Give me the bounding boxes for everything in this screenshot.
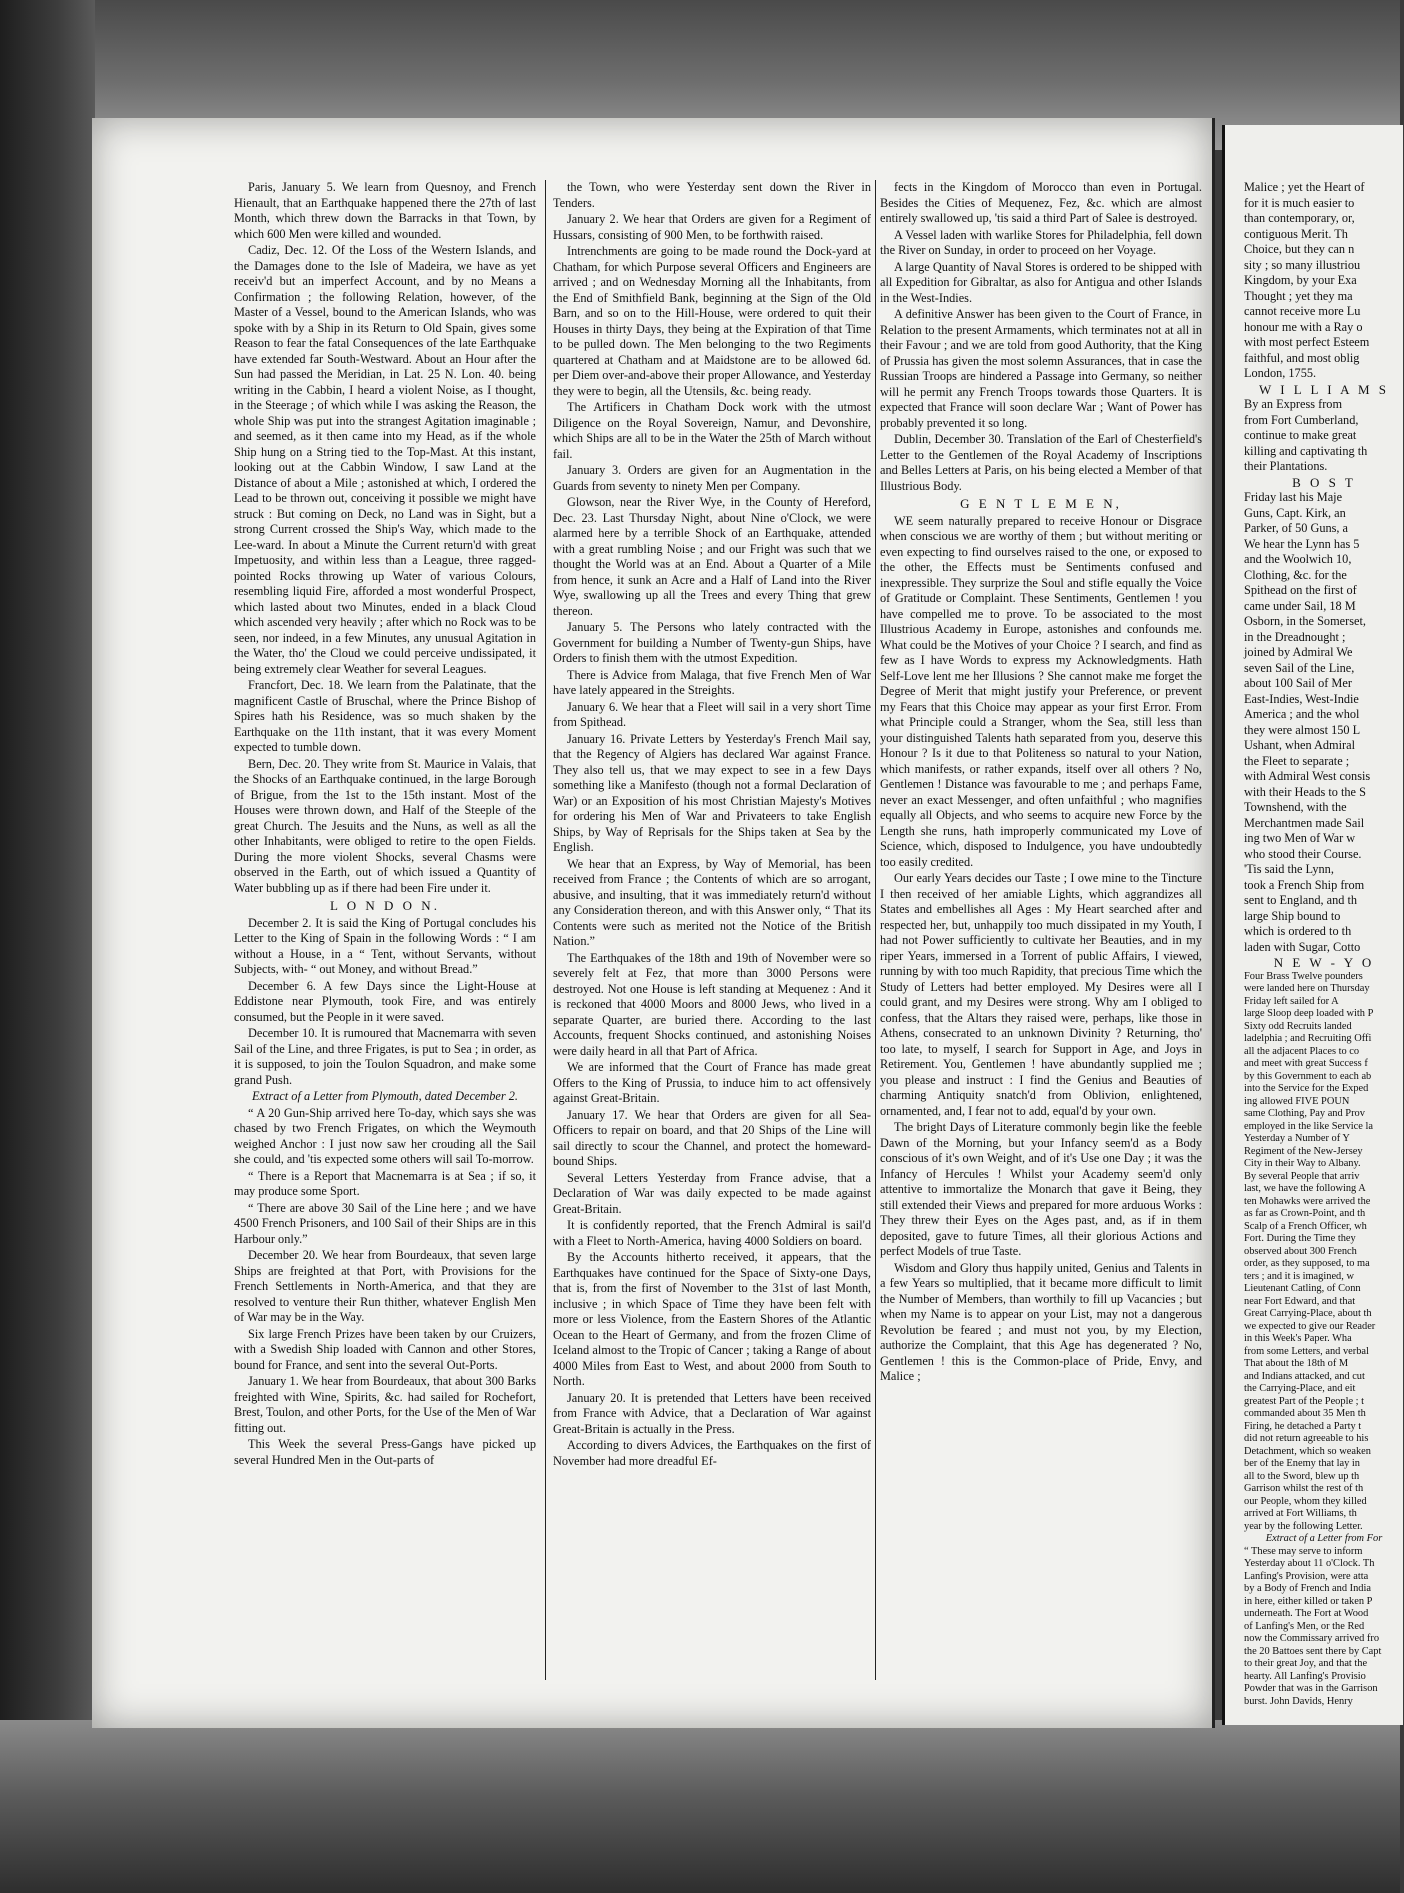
paragraph: “ These may serve to inform bbox=[1244, 1545, 1363, 1557]
paragraph: sity ; so many illustriou bbox=[1244, 257, 1361, 272]
paragraph: into the Service for the Exped bbox=[1244, 1083, 1369, 1094]
paragraph: We hear the Lynn has 5 bbox=[1244, 536, 1360, 551]
paragraph: January 20. It is pretended that Letters have been received from France with Advice, that a Declaration of War against Great-Britain is actually in the Press. bbox=[553, 1390, 871, 1436]
paragraph: our People, whom they killed bbox=[1244, 1495, 1367, 1507]
paragraph: about 100 Sail of Mer bbox=[1244, 676, 1352, 690]
paragraph: “ There is a Report that Macnemarra is at Sea ; if so, it may produce some Sport. bbox=[234, 1168, 536, 1198]
paragraph: in the Dreadnought ; bbox=[1244, 629, 1346, 644]
paragraph: Merchantmen made Sail bbox=[1244, 815, 1365, 830]
paragraph: Our early Years decides our Taste ; I owe mine to the Tincture I then received of her amiable Lights, which aggrandizes all States and embellishes all Ages : My Heart searched after and respected her, but, unhappily too much dissipated in my Youth, I had not Power sufficiently to cultivate her Beauties, and in my riper Years, immersed in a Torrent of public Affairs, I viewed, running by with too much Rapidity, that precious Time which the Study of Letters had better employed. My Desires were all I could grant, and my Desires were strong. Why am I obliged to confess, that the Altars they raised were, perhaps, like those in Athens, consecrated to an unknown Divinity ? Returning, tho' too late, to myself, I search for Support in Age, and Joys in Retirement. You, Gentlemen ! have abundantly supplied me ; you please and instruct : I find the Genius and Beauties of charming Antiquity snatch'd from Oblivion, enlightened, ornamented, and, I fear not to add, equal'd by your own. bbox=[880, 871, 1202, 1118]
paragraph: honour me with a Ray o bbox=[1244, 319, 1363, 334]
paragraph: Wisdom and Glory thus happily united, Genius and Talents in a few Years so multiplied, that it became more difficult to limit the Number of Members, than worthily to fill up Vacancies ; but when my Name is to appear on your List, may not a dangerous Revolution be feared ; and must not you, by my Election, authorize the Complaint, that this Age has degenerated ? No, Gentlemen ! this is the Common-place of Pride, Envy, and Malice ; bbox=[880, 1260, 1202, 1383]
paragraph: “ A 20 Gun-Ship arrived here To-day, which says she was chased by two French Frigates, on which the Weymouth weighed Anchor : I just now saw her crouding all the Sail she could, and 'tis expected some others will sail To-morrow. bbox=[234, 1105, 536, 1166]
paragraph: January 6. We hear that a Fleet will sail in a very short Time from Spithead. bbox=[553, 699, 871, 729]
paragraph: joined by Admiral We bbox=[1244, 645, 1353, 659]
paragraph: Yesterday about 11 o'Clock. Th bbox=[1244, 1558, 1375, 1569]
paragraph: same Clothing, Pay and Prov bbox=[1244, 1108, 1365, 1119]
paragraph: December 10. It is rumoured that Macnemarra with seven Sail of the Line, and three Frigates, is put to Sea ; in order, as it is supposed, to join the Toulon Squadron, and make some grand Push. bbox=[234, 1026, 536, 1087]
paragraph: A large Quantity of Naval Stores is ordered to be shipped with all Expedition for Gibraltar, as also for Antigua and other Islands in the West-Indies. bbox=[880, 259, 1202, 305]
paragraph: Lanfing's Provision, were atta bbox=[1244, 1570, 1369, 1582]
paragraph: took a French Ship from bbox=[1244, 877, 1365, 892]
paragraph: Glowson, near the River Wye, in the County of Hereford, Dec. 23. Last Thursday Night, about Nine o'Clock, we were alarmed here by a terrible Shock of an Earthquake, attended with a great rumbling Noise ; and our Fright was such that we thought the World was at an End. About a Quarter of a Mile from hence, it sunk an Acre and a Half of Land into the River Wye, swallowing up all the Trees and every Thing that grew thereon. bbox=[553, 495, 871, 618]
paragraph: December 6. A few Days since the Light-House at Eddistone near Plymouth, took Fire, and was entirely consumed, but the People in it were saved. bbox=[234, 978, 536, 1024]
paragraph: According to divers Advices, the Earthquakes on the first of November had more dreadful Ef- bbox=[553, 1438, 871, 1468]
paragraph: Thought ; yet they ma bbox=[1244, 288, 1353, 303]
paragraph: A Vessel laden with warlike Stores for Philadelphia, fell down the River on Sunday, in order to proceed on her Voyage. bbox=[880, 227, 1202, 257]
paragraph: Choice, but they can n bbox=[1244, 242, 1355, 256]
paragraph: N E W - Y O bbox=[1273, 955, 1375, 970]
paragraph: It is confidently reported, that the French Admiral is sail'd with a Fleet to North-America, having 4000 Soldiers on board. bbox=[553, 1218, 871, 1248]
paragraph: G E N T L E M E N, bbox=[960, 496, 1122, 511]
paragraph: January 3. Orders are given for an Augmentation in the Guards from seventy to ninety Men per Company. bbox=[553, 463, 871, 493]
paragraph: observed about 300 French bbox=[1244, 1245, 1357, 1257]
paragraph: Powder that was in the Garrison bbox=[1244, 1683, 1378, 1694]
paragraph: December 2. It is said the King of Portugal concludes his Letter to the King of Spain in the following Words : “ I am without a House, in a “ Tent, without Servants, without Subjects, with- “ out Money, and without Bread.” bbox=[234, 915, 536, 976]
paragraph: their Plantations. bbox=[1244, 459, 1328, 473]
paragraph: as far as Crown-Point, and th bbox=[1244, 1208, 1366, 1219]
paragraph: The bright Days of Literature commonly begin like the feeble Dawn of the Morning, but your Infancy seem'd as a Body conscious of it's own Weight, and of it's Use one Day ; it was the Infancy of Hercules ! Whilst your Academy seem'd only attentive to immortalize the Monarch that gave it Being, they still extended their Views and prepared for more arduous Works : They threw their Eyes on the Ages past, and, as if in them deposited, gave to future Times, all their glorious Actions and perfect Models of true Taste. bbox=[880, 1120, 1202, 1258]
paragraph: cannot receive more Lu bbox=[1244, 304, 1361, 318]
paragraph: for it is much easier to bbox=[1244, 195, 1355, 210]
paragraph: Lieutenant Catling, of Conn bbox=[1244, 1283, 1361, 1294]
paragraph: and the Woolwich 10, bbox=[1244, 552, 1352, 566]
paragraph: the Town, who were Yesterday sent down the River in Tenders. bbox=[553, 180, 871, 210]
paragraph: Guns, Capt. Kirk, an bbox=[1244, 505, 1346, 520]
paragraph: by a Body of French and India bbox=[1244, 1583, 1371, 1594]
paragraph: Clothing, &c. for the bbox=[1244, 567, 1347, 582]
paragraph: Kingdom, by your Exa bbox=[1244, 273, 1357, 287]
column-4-facing-page bbox=[1244, 180, 1404, 1707]
paragraph: ing allowed FIVE POUN bbox=[1244, 1095, 1350, 1107]
paragraph: East-Indies, West-Indie bbox=[1244, 691, 1359, 706]
paragraph: L O N D O N. bbox=[330, 898, 440, 913]
paragraph: came under Sail, 18 M bbox=[1244, 598, 1356, 613]
paragraph: Ushant, when Admiral bbox=[1244, 738, 1355, 752]
paragraph: A definitive Answer has been given to the Court of France, in Relation to the present Armaments, which terminates not at all in their Favour ; and we are told from good Authority, that the King of Prussia has given the most solemn Assurances, that in case the Russian Troops are hindered a Passage into Germany, so neither will he permit any French Troops towards those Quarters. It is expected that France will soon declare War ; Want of Power has probably prevented it so long. bbox=[880, 307, 1202, 430]
paragraph: hearty. All Lanfing's Provisio bbox=[1244, 1670, 1366, 1682]
paragraph: Friday last his Maje bbox=[1244, 490, 1343, 504]
paragraph: burst. John Davids, Henry bbox=[1244, 1695, 1353, 1707]
paragraph: Garrison whilst the rest of th bbox=[1244, 1483, 1364, 1494]
paragraph: with Admiral West consis bbox=[1244, 769, 1371, 783]
paragraph: Six large French Prizes have been taken by our Cruizers, with a Swedish Ship loaded with Cannon and other Stores, bound for France, and sent into the several Out-Ports. bbox=[234, 1326, 536, 1372]
paragraph: to their great Joy, and that the bbox=[1244, 1658, 1368, 1669]
scan-bottom-shadow bbox=[0, 1720, 1400, 1893]
paragraph: Dublin, December 30. Translation of the Earl of Chesterfield's Letter to the Gentlemen of the Royal Academy of Inscriptions and Belles Letters at Paris, on his being elected a Member of that Illustrious Body. bbox=[880, 432, 1202, 493]
paragraph: were landed here on Thursday bbox=[1244, 983, 1370, 994]
paragraph: we expected to give our Reader bbox=[1244, 1320, 1376, 1332]
paragraph: near Fort Edward, and that bbox=[1244, 1295, 1356, 1307]
paragraph: We are informed that the Court of France has made great Offers to the King of Prussia, to induce him to act offensively against Great-Britain. bbox=[553, 1060, 871, 1105]
paragraph: fects in the Kingdom of Morocco than even in Portugal. Besides the Cities of Mequenez, Fez, &c. which are almost entirely swallowed up, 'tis said a third Part of Salee is destroyed. bbox=[880, 180, 1202, 225]
paragraph: Cadiz, Dec. 12. Of the Loss of the Western Islands, and the Damages done to the Isle of Madeira, we have as yet receiv'd but an imperfect Account, and by no Means a Confirmation ; the following Relation, however, of the Master of a Vessel, bound to the American Islands, who was spoke with by a Ship in its Return to Old Spain, gives some Reason to fear the fatal Consequences of the late Earthquake have extended far South-Westward. About an Hour after the Sun had passed the Meridian, in Lat. 25 N. Lon. 40. being writing in the Cabbin, I heard a violent Noise, as I thought, in the Steerage ; of which while I was asking the Reason, the whole Ship was put into the strangest Agitation imaginable ; and seemed, as it then came into my Head, as if the whole Ship hung on a String tied to the Top-Mast. At this instant, looking out at the Cabbin Window, I saw Land at the Distance of about a Mile ; astonished at which, I ordered the Lead to be thrown out, conceiving it possible we might have struck : But coming on Deck, no Land was in Sight, but a strong Current crossed the Ship's Way, which made to the Lee-ward. In about a Minute the Current return'd with great Impetuosity, and within less than a League, three ragged-pointed Rocks throwing up Water of various Colours, resembling liquid Fire, afforded a most wonderful Prospect, which lasted about two Minutes, ended in a black Cloud which ascended very heavily ; after which no Rock was to be seen, nor indeed, in a few Minutes, any unusual Agitation in the Water, tho' the Cloud we could perceive undissipated, it being extremely clear Weather for several Leagues. bbox=[234, 243, 536, 676]
paragraph: continue to make great bbox=[1244, 428, 1357, 442]
paragraph: ten Mohawks were arrived the bbox=[1244, 1195, 1371, 1207]
paragraph: Malice ; yet the Heart of bbox=[1244, 180, 1365, 194]
paragraph: all the adjacent Places to co bbox=[1244, 1045, 1360, 1057]
paragraph: of Lanfing's Men, or the Red bbox=[1244, 1620, 1365, 1632]
paragraph: ladelphia ; and Recruiting Offi bbox=[1244, 1033, 1372, 1044]
column-3 bbox=[880, 180, 1202, 1700]
paragraph: and Indians attacked, and cut bbox=[1244, 1370, 1365, 1382]
paragraph: Several Letters Yesterday from France advise, that a Declaration of War was daily expected to be made against Great-Britain. bbox=[553, 1170, 871, 1216]
paragraph: The Artificers in Chatham Dock work with the utmost Diligence on the Royal Sovereign, Namur, and Devonshire, which Ships are all to be in the Water the 25th of March without fail. bbox=[553, 400, 871, 461]
paragraph: and meet with great Success f bbox=[1244, 1058, 1368, 1069]
paragraph: Bern, Dec. 20. They write from St. Maurice in Valais, that the Shocks of an Earthquake continued, in the large Borough of Brigue, from the 1st to the 15th instant. Most of the Houses were thrown down, and Half of the Steeple of the great Church. The Jesuits and the Nuns, as well as all the other Inhabitants, were obliged to retire to the open Fields. During the more violent Shocks, several Chasms were observed in the Earth, out of which issued a Quantity of Water bubbling up as if there had been Fire under it. bbox=[234, 756, 536, 895]
paragraph: Friday left sailed for A bbox=[1244, 995, 1339, 1007]
paragraph: killing and captivating th bbox=[1244, 443, 1368, 458]
paragraph: 'Tis said the Lynn, bbox=[1244, 862, 1334, 876]
paragraph: Scalp of a French Officer, wh bbox=[1244, 1220, 1367, 1232]
column-rule bbox=[875, 180, 876, 1680]
paragraph: Four Brass Twelve pounders bbox=[1244, 970, 1363, 982]
paragraph: in here, either killed or taken P bbox=[1244, 1595, 1373, 1607]
paragraph: Regiment of the New-Jersey bbox=[1244, 1145, 1363, 1157]
paragraph: “ There are above 30 Sail of the Line here ; and we have 4500 French Prisoners, and 100 Sail of their Ships are in this Harbour only.” bbox=[234, 1200, 536, 1246]
paragraph: This Week the several Press-Gangs have picked up several Hundred Men in the Out-parts of bbox=[234, 1437, 536, 1467]
paragraph: WE seem naturally prepared to receive Honour or Disgrace when conscious we are worthy of them ; but without meriting or even expecting to find ourselves raised to the one, or exposed to the other, the Effects must be Sentiments confused and inexpressible. They surprize the Soul and stifle equally the Voice of Gratitude or Complaint. These Sentiments, Gentlemen ! you have compelled me to prove. To be associated to the most Illustrious Academy in Europe, astonishes and confounds me. What could be the Motives of your Choice ? I search, and find as few as I have Words to express my Acknowledgments. Hath Self-Love lent me her Illusions ? She cannot make me forget the Degree of Merit that might justify your Preference, or prevent my Fears that this Choice may appear as your first Error. From what Principle could a Stranger, whom the Sea, still less than your distinguished Talents hath separated from you, deserve this Honour ? Is it due to that Politeness so natural to your Nation, which manifests, or rather expands, itself over all others ? No, Gentlemen ! Distance was favourable to me ; and perhaps Fame, never an exact Messenger, and often unfaithful ; who magnifies equally all Objects, and who seems to acquire new Force by the Length she runs, hath improperly communicated my Love of Science, which, disposed to Indulgence, you have undoubtedly too easily credited. bbox=[880, 513, 1202, 869]
paragraph: with most perfect Esteem bbox=[1244, 335, 1370, 349]
paragraph: last, we have the following A bbox=[1244, 1183, 1366, 1194]
paragraph: Detachment, which so weaken bbox=[1244, 1445, 1371, 1457]
paragraph: January 17. We hear that Orders are given for all Sea-Officers to repair on board, and that 20 Ships of the Line will sail directly to scour the Channel, and protect the homeward-bound Ships. bbox=[553, 1107, 871, 1168]
paragraph: did not return agreeable to his bbox=[1244, 1433, 1369, 1444]
paragraph: Paris, January 5. We learn from Quesnoy, and French Hienault, that an Earthquake happened there the 27th of last Month, which threw down the Barracks in that Town, by which 600 Men were killed and wounded. bbox=[234, 180, 536, 241]
paragraph: Parker, of 50 Guns, a bbox=[1244, 521, 1349, 535]
paragraph: By an Express from bbox=[1244, 397, 1343, 411]
paragraph: with their Heads to the S bbox=[1244, 784, 1366, 799]
paragraph: Yesterday a Number of Y bbox=[1244, 1133, 1350, 1144]
paragraph: from some Letters, and verbal bbox=[1244, 1345, 1369, 1357]
paragraph: the 20 Battoes sent there by Capt bbox=[1244, 1645, 1382, 1657]
column-2 bbox=[553, 180, 871, 1685]
paragraph: large Ship bound to bbox=[1244, 908, 1341, 923]
paragraph: December 20. We hear from Bourdeaux, that seven large Ships are freighted at that Port, with Provisions for the French Settlements in North-America, and that they are resolved to venture their Run thither, whatever English Men of War may be in the Way. bbox=[234, 1248, 536, 1324]
paragraph: Fort. During the Time they bbox=[1244, 1233, 1356, 1244]
paragraph: sent to England, and th bbox=[1244, 893, 1358, 907]
paragraph: America ; and the whol bbox=[1244, 707, 1360, 721]
paragraph: which is ordered to th bbox=[1244, 924, 1352, 938]
paragraph: order, as they supposed, to ma bbox=[1244, 1258, 1370, 1269]
paragraph: laden with Sugar, Cotto bbox=[1244, 939, 1361, 954]
column-rule bbox=[545, 180, 546, 1680]
paragraph: London, 1755. bbox=[1244, 366, 1317, 380]
paragraph: seven Sail of the Line, bbox=[1244, 660, 1355, 675]
paragraph: employed in the like Service la bbox=[1244, 1120, 1373, 1132]
paragraph: faithful, and most oblig bbox=[1244, 350, 1360, 365]
paragraph: That about the 18th of M bbox=[1244, 1358, 1349, 1369]
paragraph: January 5. The Persons who lately contracted with the Government for building a Number of Twenty-gun Ships, have Orders to finish them with the utmost Expedition. bbox=[553, 620, 871, 665]
paragraph: they were almost 150 L bbox=[1244, 722, 1361, 737]
paragraph: January 16. Private Letters by Yesterday's French Mail say, that the Regency of Algiers has declared War against France. They also tell us, that we may expect to see in a few Days something like a Manifesto (though not a formal Declaration of War) or an Exposition of his most Christian Majesty's Motives for ordering his Men of War and Privateers to take English Ships, by Way of Reprisals for the Ships taken at Sea by the English. bbox=[553, 731, 871, 854]
paragraph: ber of the Enemy that lay in bbox=[1244, 1458, 1360, 1469]
paragraph: the Fleet to separate ; bbox=[1244, 753, 1350, 768]
paragraph: January 2. We hear that Orders are given for a Regiment of Hussars, consisting of 900 Men, to be forthwith raised. bbox=[553, 212, 871, 242]
paragraph: City in their Way to Albany. bbox=[1244, 1158, 1361, 1169]
paragraph: Francfort, Dec. 18. We learn from the Palatinate, that the magnificent Castle of Bruschal, where the Prince Bishop of Spires hath his Residence, was so much shaken by the Earthquake on the 11th instant, that it was every Moment expected to tumble down. bbox=[234, 678, 536, 754]
paragraph: from Fort Cumberland, bbox=[1244, 412, 1359, 427]
paragraph: By the Accounts hitherto received, it appears, that the Earthquakes have continued for the Space of Sixty-one Days, that is, from the first of November to the 31st of last Month, inclusive ; in which Space of Time they have been felt with more or less Violence, from the Eastern Shores of the Atlantic Ocean to the Heart of Germany, and from the frozen Clime of Iceland almost to the Tropic of Cancer ; taking a Range of about 4000 Miles from East to West, and about 2000 from South to North. bbox=[553, 1250, 871, 1388]
paragraph: year by the following Letter. bbox=[1244, 1520, 1363, 1532]
scan-left-edge bbox=[0, 0, 95, 1893]
paragraph: contiguous Merit. Th bbox=[1244, 226, 1348, 241]
paragraph: who stood their Course. bbox=[1244, 846, 1362, 861]
paragraph: The Earthquakes of the 18th and 19th of November were so severely felt at Fez, that more than 3000 Persons were destroyed. Not one House is left standing at Mequenez : And it is reckoned that 4000 Moors and 8000 Jews, who lived in a separate Quarter, are buried there. According to the last Accounts, frequent Shocks continued, and astonishing Noises were daily heard in all that Part of Africa. bbox=[553, 950, 871, 1058]
paragraph: commanded about 35 Men th bbox=[1244, 1408, 1366, 1419]
paragraph: Spithead on the first of bbox=[1244, 583, 1357, 597]
paragraph: in this Week's Paper. Wha bbox=[1244, 1333, 1352, 1344]
paragraph: than contemporary, or, bbox=[1244, 211, 1355, 225]
column-1 bbox=[234, 180, 536, 1685]
paragraph: large Sloop deep loaded with P bbox=[1244, 1008, 1374, 1019]
paragraph: Great Carrying-Place, about th bbox=[1244, 1308, 1372, 1319]
paragraph: We hear that an Express, by Way of Memorial, has been received from France ; the Contents of which are so arrogant, abusive, and insulting, that it was immediately return'd without any Consideration thereon, and with this Answer only, “ That its Contents were such as merited not the Notice of the British Nation.” bbox=[553, 856, 871, 948]
paragraph: Osborn, in the Somerset, bbox=[1244, 614, 1366, 628]
paragraph: ing two Men of War w bbox=[1244, 831, 1356, 845]
paragraph: the Carrying-Place, and eit bbox=[1244, 1383, 1356, 1394]
paragraph: Firing, he detached a Party t bbox=[1244, 1420, 1362, 1432]
paragraph: By several People that arriv bbox=[1244, 1170, 1360, 1182]
paragraph: by this Government to each ab bbox=[1244, 1070, 1372, 1082]
paragraph: W I L L I A M S bbox=[1258, 381, 1390, 397]
paragraph: all to the Sword, blew up th bbox=[1244, 1470, 1360, 1482]
paragraph: ters ; and it is imagined, w bbox=[1244, 1270, 1354, 1282]
paragraph: Intrenchments are going to be made round the Dock-yard at Chatham, for which Purpose several Officers and Engineers are arrived ; and on Wednesday Morning all the Inhabitants, from the End of Smithfield Bank, beginning at the Sign of the Old Barn, and so on to the Hill-House, were ordered to quit their Houses in thirty Days, they being at the Expiration of that Time to be pulled down. The Men belonging to the two Regiments quartered at Chatham and at Maidstone are to be allowed 6d. per Diem over-and-above their proper Allowance, and Yesterday they were to begin, all the Utensils, &c. being ready. bbox=[553, 244, 871, 398]
paragraph: greatest Part of the People ; t bbox=[1244, 1395, 1365, 1407]
paragraph: There is Advice from Malaga, that five French Men of War have lately appeared in the Streights. bbox=[553, 667, 871, 697]
paragraph: underneath. The Fort at Wood bbox=[1244, 1608, 1369, 1619]
paragraph: Extract of a Letter from Plymouth, dated December 2. bbox=[252, 1089, 518, 1103]
paragraph: January 1. We hear from Bourdeaux, that about 300 Barks freighted with Wine, Spirits, &c. had sailed for Rochefort, Brest, Toulon, and other Ports, for the Use of the Men of War fitting out. bbox=[234, 1374, 536, 1435]
paragraph: Extract of a Letter from For bbox=[1265, 1533, 1383, 1544]
paragraph: arrived at Fort Williams, th bbox=[1244, 1508, 1357, 1519]
paragraph: Sixty odd Recruits landed bbox=[1244, 1020, 1352, 1032]
paragraph: now the Commissary arrived fro bbox=[1244, 1633, 1380, 1644]
paragraph: Townshend, with the bbox=[1244, 800, 1347, 814]
paragraph: B O S T bbox=[1292, 474, 1356, 490]
